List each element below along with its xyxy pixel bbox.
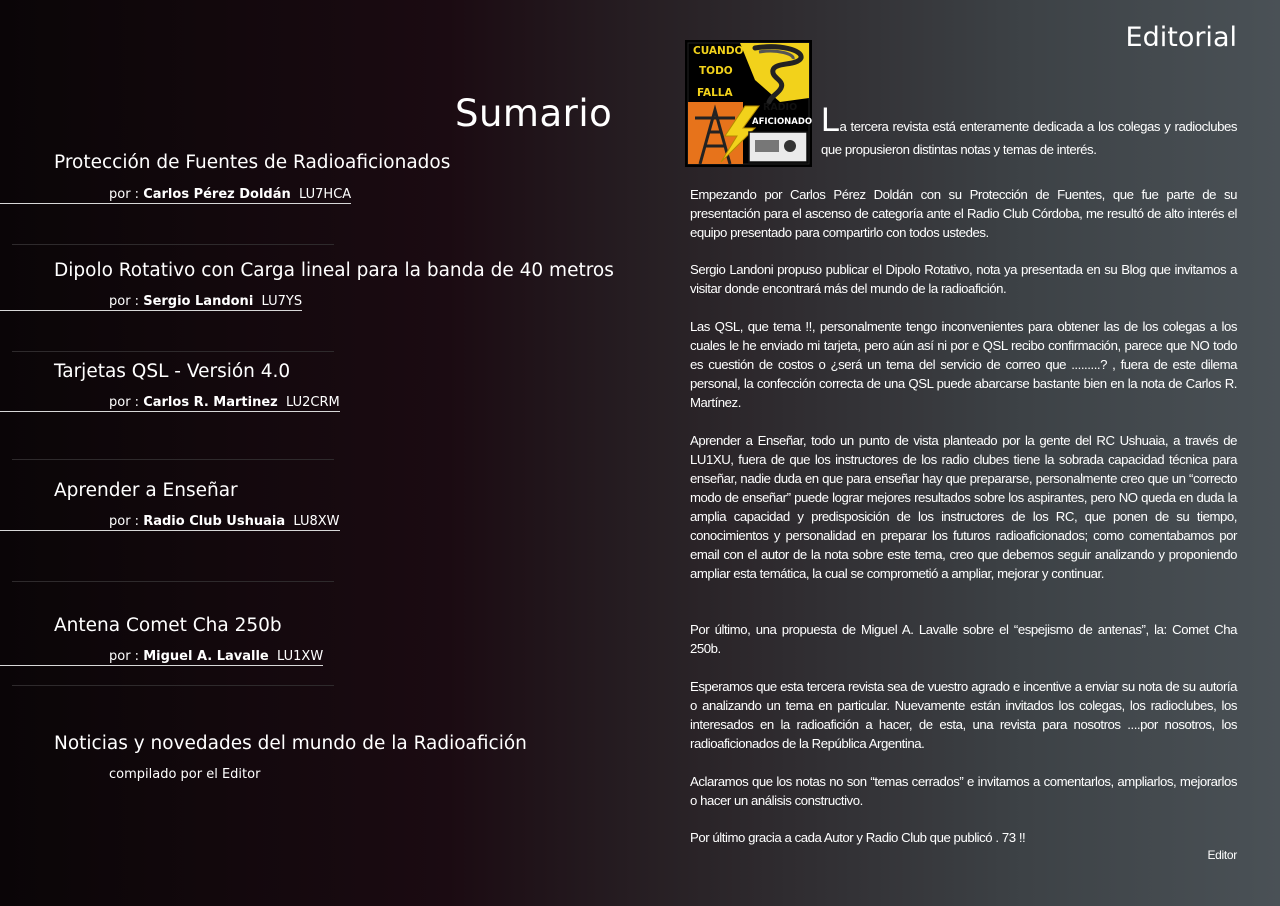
- article-title: Tarjetas QSL - Versión 4.0: [54, 361, 291, 382]
- svg-text:AFICIONADOS: AFICIONADOS: [752, 117, 812, 127]
- article-title: Aprender a Enseñar: [54, 480, 238, 501]
- author-name: Sergio Landoni: [143, 294, 254, 309]
- separator: [12, 351, 334, 352]
- article-byline: por : Miguel A. Lavalle LU1XW: [0, 649, 323, 666]
- editorial-paragraph: Sergio Landoni propuso publicar el Dipolo Rotativo, nota ya presentada en su Blog que invitamos a visitar donde encontrará más del mundo de la radioafición.: [690, 262, 1237, 296]
- editorial-paragraph: Las QSL, que tema !!, personalmente tengo inconvenientes para obtener las de los colegas a los cuales le he enviado mi tarjeta, pero aún así ni por e QSL recibo confirmación, parece que NO todo es cuestión de costos o ¿será un tema del servicio de correo que .........? , fuera de este dilema personal, la confección correcta de una QSL puede abarcarse bastante bien en la nota de Carlos R. Martínez.: [690, 319, 1237, 410]
- drop-cap: L: [821, 101, 840, 139]
- author-name: Radio Club Ushuaia: [143, 514, 286, 529]
- callsign: LU1XW: [277, 649, 324, 664]
- sumario-title: Sumario: [455, 92, 613, 135]
- svg-text:CUANDO: CUANDO: [693, 45, 744, 57]
- callsign: LU8XW: [293, 514, 340, 529]
- separator: [12, 244, 334, 245]
- author-name: Miguel A. Lavalle: [143, 649, 269, 664]
- article-byline: por : Sergio Landoni LU7YS: [0, 294, 302, 311]
- article-byline: compilado por el Editor: [109, 767, 261, 782]
- callsign: LU2CRM: [286, 395, 340, 410]
- author-name: Carlos R. Martinez: [143, 395, 278, 410]
- cuando-todo-falla-logo: [685, 40, 812, 167]
- editorial-paragraph: Por último, una propuesta de Miguel A. Lavalle sobre el “espejismo de antenas”, la: Comet Cha 250b.: [690, 622, 1237, 656]
- article-title: Dipolo Rotativo con Carga lineal para la banda de 40 metros: [54, 260, 614, 281]
- author-name: Carlos Pérez Doldán: [143, 187, 291, 202]
- callsign: LU7YS: [261, 294, 303, 309]
- editorial-intro: La tercera revista está enteramente dedicada a los colegas y radioclubes que propusieron distintas notas y temas de interés.: [821, 101, 1237, 157]
- separator: [12, 685, 334, 686]
- article-byline: por : Radio Club Ushuaia LU8XW: [0, 514, 340, 531]
- editorial-paragraph: Aprender a Enseñar, todo un punto de vista planteado por la gente del RC Ushuaia, a través de LU1XU, fuera de que los instructores de los radio clubes tiene la sobrada capacidad técnica para enseñar, nadie duda en que para enseñar hay que prepararse, personalmente creo que un “correcto modo de enseñar” puede lograr mejores resultados sobre los aspirantes, pero NO queda en duda la amplia capacidad y predisposición de los instructores de los RC, que ponen de su tiempo, conocimientos y personalidad en preparar los futuros radioaficionados; como comentabamos por email con el autor de la nota sobre este tema, creo que debemos seguir analizando y proponiendo ampliar esta temática, la cual se comprometió a ampliar, mejorar y continuar.: [690, 433, 1237, 581]
- editor-signature: Editor: [1207, 848, 1237, 862]
- editorial-paragraph: Esperamos que esta tercera revista sea de vuestro agrado e incentive a enviar su nota de su autoría o analizando un tema en particular. Nuevamente están invitados los colegas, los radioclubes, los interesados en la radioafición a hacer, de esta, una revista para nosotros ....por nosotros, los radioaficionados de la República Argentina.: [690, 679, 1237, 751]
- editorial-paragraph: Aclaramos que los notas no son “temas cerrados” e invitamos a comentarlos, ampliarlos, mejorarlos o hacer un análisis constructivo.: [690, 774, 1237, 808]
- svg-text:FALLA: FALLA: [697, 87, 733, 99]
- svg-text:TODO: TODO: [699, 65, 733, 77]
- article-title: Antena Comet Cha 250b: [54, 615, 282, 636]
- separator: [12, 459, 334, 460]
- article-byline: por : Carlos Pérez Doldán LU7HCA: [0, 187, 351, 204]
- article-byline: por : Carlos R. Martinez LU2CRM: [0, 395, 340, 412]
- editorial-title: Editorial: [1125, 22, 1237, 53]
- article-title: Noticias y novedades del mundo de la Radioafición: [54, 733, 527, 754]
- separator: [12, 581, 334, 582]
- svg-text:RADIO: RADIO: [763, 102, 798, 113]
- editorial-paragraph: Por último gracia a cada Autor y Radio Club que publicó . 73 !!: [690, 830, 1026, 845]
- article-title: Protección de Fuentes de Radioaficionados: [54, 152, 451, 173]
- logo-icon: [685, 40, 812, 167]
- callsign: LU7HCA: [299, 187, 352, 202]
- editorial-paragraph: Empezando por Carlos Pérez Doldán con su Protección de Fuentes, que fue parte de su presentación para el ascenso de categoría ante el Radio Club Córdoba, me resultó de alto interés el equipo presentado para compartirlo con todos ustedes.: [690, 187, 1237, 240]
